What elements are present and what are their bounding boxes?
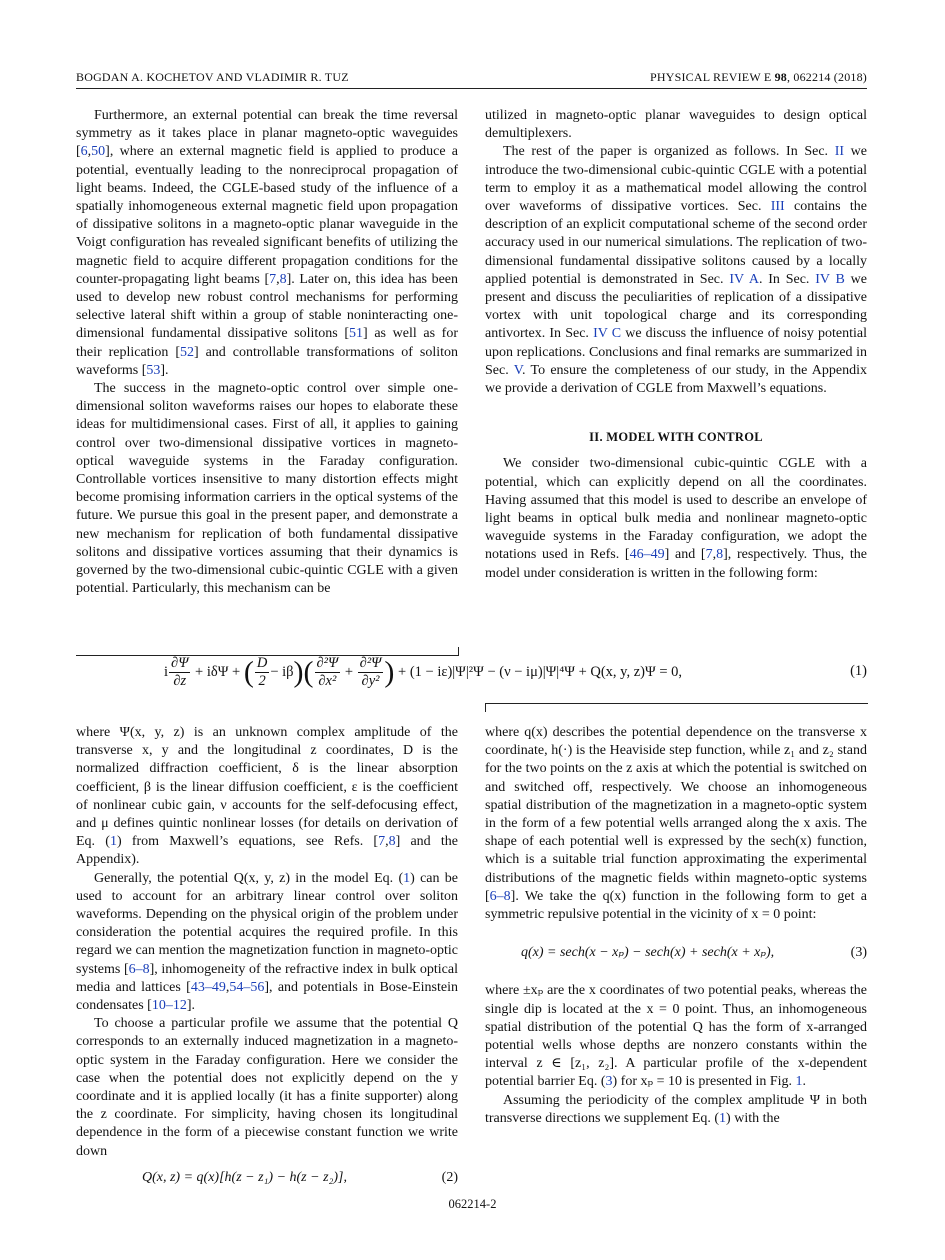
paragraph — [485, 143, 867, 398]
text: ] and controllable transformations of soliton waveforms [ — [76, 344, 458, 378]
text: The rest of the paper is organized as follows. In Sec. — [503, 144, 835, 160]
journal-citation: , 062214 (2018) — [787, 70, 867, 84]
citation-link[interactable]: 7 — [705, 547, 713, 563]
citation-link[interactable]: 50 — [91, 144, 106, 160]
equation-link[interactable]: 3 — [605, 1074, 613, 1090]
citation-link[interactable]: 8 — [279, 271, 287, 287]
citation-link[interactable]: 6–8 — [489, 888, 511, 904]
citation-link[interactable]: 8 — [388, 834, 396, 850]
paragraph — [76, 724, 458, 870]
running-header-authors: BOGDAN A. KOCHETOV AND VLADIMIR R. TUZ — [76, 70, 349, 84]
paragraph: utilized in magneto-optic planar waveguides to design optical demultiplexers. — [485, 108, 867, 142]
paragraph — [485, 982, 867, 1091]
section-link[interactable]: II — [834, 144, 845, 160]
text: ]. — [186, 998, 195, 1014]
text: ], respectively. Thus, the model under consideration is written in the following form: — [485, 547, 867, 581]
paragraph — [485, 1092, 867, 1128]
citation-link[interactable]: 6 — [80, 144, 88, 160]
paragraph — [485, 455, 867, 582]
left-column-top — [76, 107, 458, 598]
figure-link[interactable]: 1 — [795, 1074, 803, 1090]
citation-link[interactable]: 7 — [378, 834, 386, 850]
paragraph: The success in the magneto-optic control over simple one-dimensional soliton waveforms raises our hopes to elaborate these ideas for multidimensional cases. First of all, it applies to gaining control over two-dimensional dissipative vortices in magneto-optical waveguide systems in the Faraday configuration. Controllable vortices insensitive to many distortion effects might become promising information carriers in the optical systems of the future. We pursue this goal in the present paper, and demonstrate a new mechanism for replication of both fundamental dissipative solitons and dissipative vortices assuming that their dynamics is governed by the two-dimensional cubic-quintic CGLE with a given potential. Particularly, this mechanism can be — [76, 381, 458, 597]
text: . — [802, 1074, 807, 1090]
text: , — [385, 834, 389, 850]
text: , — [276, 271, 280, 287]
running-header-journal — [650, 70, 867, 85]
equation-link[interactable]: 1 — [719, 1110, 727, 1126]
equation-3-body: q(x) = sech(x − xₚ) − sech(x) + sech(x + xₚ), — [521, 945, 775, 961]
text: we present and discuss the peculiarities of replication of a dissipative vortex with unit topological charge and its corresponding antivortex. In Sec. — [485, 271, 868, 342]
text: ], and potentials in Bose-Einstein condensates [ — [76, 979, 458, 1014]
citation-link[interactable]: 54–56 — [229, 979, 265, 995]
text: ]. — [160, 362, 169, 378]
equation-3 — [485, 944, 867, 962]
equation-1-body: i $\frac{\partial\Psi}{\partial z}$ + iδΨ + ( $\frac{D}{2}$ − iβ)( $\frac{\text{∂²Ψ}}{\text{∂x²}}$ + $\frac{\text{∂²Ψ}}{\text{∂y²}}$ ) + (1 − iε)|Ψ|²Ψ − (ν − iμ)|Ψ|⁴Ψ + Q(x, y, z)Ψ = 0, — [164, 655, 682, 689]
section-heading: II. MODEL WITH CONTROL — [589, 430, 763, 445]
text: where ±xₚ are the x coordinates of two potential peaks, whereas the single dip is located at the x = 0 point. Thus, an inhomogeneous spatial distribution of the potential Q has the form of x-arranged potential wells whose depths are nonzero constants within the interval z ∈ [z₁, z₂]. A particular profile of the x-dependent potential barrier Eq. ( — [485, 983, 867, 1090]
text: ) for xₚ = 10 is presented in Fig. — [612, 1074, 796, 1090]
header-rule — [76, 88, 867, 89]
text: ] as well as for their replication [ — [76, 326, 458, 360]
text: ] and the Appendix). — [76, 834, 458, 868]
equation-link[interactable]: 1 — [109, 834, 117, 850]
text: ], inhomogeneity of the refractive index in bulk optical media and lattices [ — [76, 961, 458, 995]
text: Assuming the periodicity of the complex amplitude Ψ in both transverse directions we supplement Eq. ( — [485, 1092, 867, 1126]
text: , — [87, 144, 92, 160]
equation-number: (1) — [850, 663, 867, 679]
citation-link[interactable]: 43–49 — [190, 979, 226, 995]
citation-link[interactable]: 53 — [146, 362, 161, 378]
page-number: 062214-2 — [448, 1197, 497, 1211]
journal-name: PHYSICAL REVIEW E — [649, 70, 772, 84]
text: ]. We take the q(x) function in the following form to get a symmetric repulsive potential in the vicinity of x = 0 point: — [485, 888, 867, 923]
section-link[interactable]: V — [513, 362, 523, 378]
text: Generally, the potential Q(x, y, z) in the model Eq. ( — [94, 870, 404, 886]
text: where q(x) describes the potential dependence on the transverse x coordinate, h(·) is the Heaviside step function, while z₁ and z₂ stand for the two points on the z axis at which the potential is switched on and switched off, respectively. We choose an inhomogeneous spatial distribution of the magnetization in a magneto-optic system in the form of a few potential wells arranged along the x axis. The shape of each potential well is expressed by the sech(x) function, which is a suitable trial function approximating the experimental distributions of the magnetic fields within magneto-optic systems [ — [485, 725, 867, 904]
text: we introduce the two-dimensional cubic-quintic CGLE with a potential term to employ it as a mathematical model allowing the control over waveforms of dissipative vortices. Sec. — [485, 144, 867, 215]
text: We consider two-dimensional cubic-quintic CGLE with a potential, which can explicitly depend on all the coordinates. Having assumed that this model is used to describe an envelope of light beams in optical bulk media and nonlinear magneto-optic waveguide systems in the Faraday configuration, we adopt the notations used in Refs. [ — [485, 456, 867, 563]
text: ) can be used to account for an arbitrary linear control over soliton waveforms. Depending on the physical origin of the problem under consideration the potential acquires the required profile. In this regard we can mention the magnetization function in magneto-optic systems [ — [76, 870, 458, 977]
journal-volume: 98 — [774, 70, 787, 84]
section-link[interactable]: IV C — [593, 326, 622, 342]
section-link[interactable]: IV A — [729, 271, 759, 287]
paragraph: To choose a particular profile we assume that the potential Q corresponds to an externally induced magnetization in a magneto-optic system in the Faraday configuration. Here we consider the case when the potential does not explicitly depend on the y coordinate and it is applied locally (it has a finite supporter) along the z coordinate. For simplicity, having chosen its longitudinal dependence in the form of a piecewise constant function we write down — [76, 1016, 458, 1159]
text: ]. Later on, this idea has been used to develop new robust control mechanisms for performing selective lateral shift within a group of stable noninteracting one-dimensional fundamental dissipative solitons [ — [76, 271, 458, 342]
text: . In Sec. — [758, 271, 816, 287]
text: Furthermore, an external potential can break the time reversal symmetry as it takes place in planar magneto-optic waveguides [ — [76, 108, 458, 160]
text: ) with the — [726, 1110, 780, 1126]
section-link[interactable]: III — [770, 199, 785, 215]
text: , — [225, 979, 230, 995]
equation-number: (3) — [850, 945, 867, 961]
equation-link[interactable]: 1 — [403, 870, 411, 886]
citation-link[interactable]: 7 — [269, 271, 277, 287]
right-column-bottom — [485, 724, 867, 1128]
citation-link[interactable]: 10–12 — [151, 998, 187, 1014]
equation-2 — [76, 1169, 458, 1187]
citation-link[interactable]: 8 — [716, 547, 724, 563]
paragraph — [76, 107, 458, 380]
section-link[interactable]: IV B — [815, 271, 845, 287]
equation-number: (2) — [441, 1169, 458, 1185]
text: we discuss the influence of noisy potential upon replications. Conclusions and final remarks are summarized in Sec. — [485, 326, 867, 378]
left-column-bottom — [76, 724, 458, 1187]
citation-link[interactable]: 46–49 — [629, 547, 665, 563]
paragraph — [485, 724, 867, 924]
text: ) from Maxwell’s equations, see Refs. [ — [116, 834, 379, 850]
citation-link[interactable]: 52 — [180, 344, 195, 360]
text: . To ensure the completeness of our study, in the Appendix we provide a derivation of CGLE from Maxwell’s equations. — [485, 362, 867, 397]
text: ] and [ — [664, 547, 706, 563]
paragraph — [76, 870, 458, 1016]
text: , — [712, 547, 717, 563]
text: contains the description of an explicit computational scheme of the second order accuracy used in our numerical simulations. The replication of two-dimensional fundamental dissipative solitons caused by a locally applied potential is demonstrated in Sec. — [485, 199, 867, 287]
text: where Ψ(x, y, z) is an unknown complex amplitude of the transverse x, y and the longitudinal z coordinates, D is the normalized diffraction coefficient, δ is the linear absorption coefficient, β is the linear diffusion coefficient, ε is the coefficient of nonlinear cubic gain, ν accounts for the self-defocusing effect, and μ defines quintic nonlinear losses (for details on derivation of Eq. ( — [76, 725, 458, 850]
text: ], where an external magnetic field is applied to produce a potential, eventually leading to the nonreciprocal propagation of light beams. Indeed, the CGLE-based study of the influence of a spatially inhomogeneous external magnetic field upon propagation of dissipative solitons in a magneto-optic planar waveguide in the Voigt configuration has revealed significant benefits of utilizing the magnetic field to acquire different propagation conditions for the counter-propagating light beams [ — [76, 144, 458, 287]
citation-link[interactable]: 51 — [349, 326, 364, 342]
citation-link[interactable]: 6–8 — [128, 961, 150, 977]
right-column-top — [485, 107, 867, 583]
equation-bracket-right — [485, 703, 868, 712]
equation-2-body: Q(x, z) = q(x)[h(z − z₁) − h(z − z₂)], — [142, 1169, 347, 1185]
